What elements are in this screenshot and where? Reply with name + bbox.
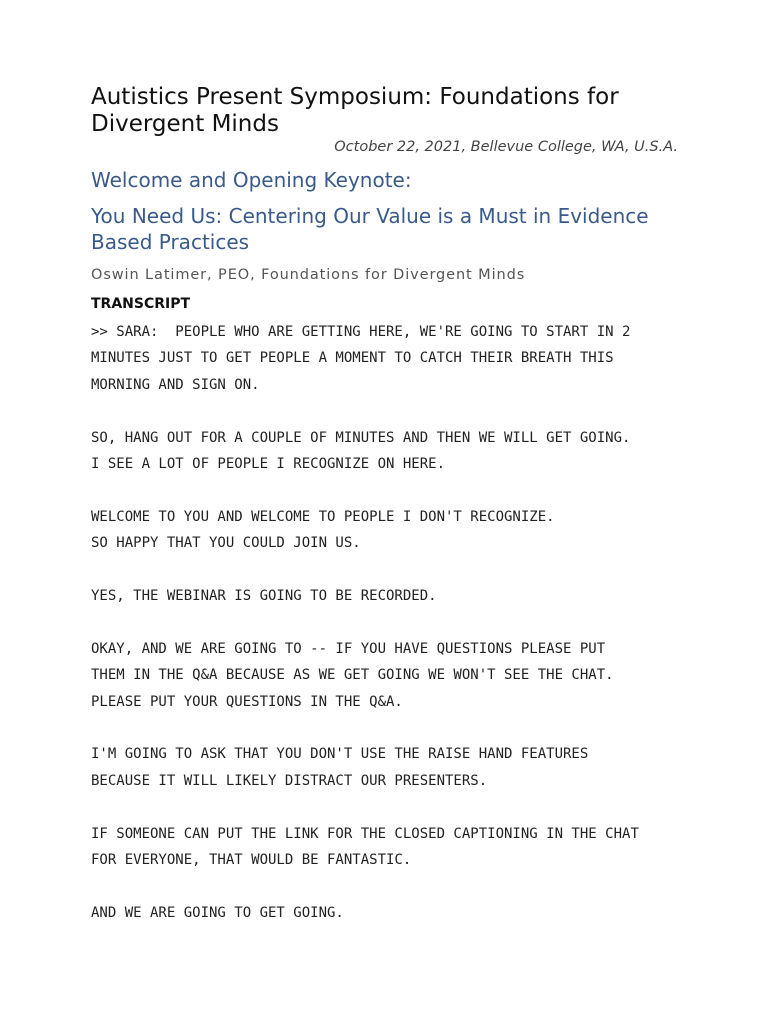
transcript-paragraph [91,741,711,794]
transcript-line: SO HAPPY THAT YOU COULD JOIN US. [91,535,361,552]
transcript-line: PLEASE PUT YOUR QUESTIONS IN THE Q&A. [91,693,403,710]
transcript-paragraph [91,504,711,557]
transcript-line: AND WE ARE GOING TO GET GOING. [91,904,344,921]
transcript-label: TRANSCRIPT [91,296,191,312]
event-date-location: October 22, 2021, Bellevue College, WA, U.S.A. [334,139,678,155]
transcript-line: BECAUSE IT WILL LIKELY DISTRACT OUR PRESENTERS. [91,772,488,789]
transcript-body [91,319,711,953]
transcript-line: OKAY, AND WE ARE GOING TO -- IF YOU HAVE QUESTIONS PLEASE PUT [91,640,606,657]
transcript-line: YES, THE WEBINAR IS GOING TO BE RECORDED. [91,588,437,605]
transcript-line: SO, HANG OUT FOR A COUPLE OF MINUTES AND THEN WE WILL GET GOING. [91,429,631,446]
transcript-paragraph [91,425,711,478]
transcript-line: I'M GOING TO ASK THAT YOU DON'T USE THE RAISE HAND FEATURES [91,746,589,763]
transcript-line: MINUTES JUST TO GET PEOPLE A MOMENT TO CATCH THEIR BREATH THIS [91,350,614,367]
transcript-line: MORNING AND SIGN ON. [91,376,260,393]
transcript-paragraph [91,583,711,609]
transcript-line: I SEE A LOT OF PEOPLE I RECOGNIZE ON HERE. [91,456,446,473]
transcript-paragraph [91,900,711,926]
transcript-line: FOR EVERYONE, THAT WOULD BE FANTASTIC. [91,852,412,869]
transcript-paragraph [91,636,711,715]
speaker-byline: Oswin Latimer, PEO, Foundations for Divergent Minds [91,267,526,283]
transcript-line: IF SOMEONE CAN PUT THE LINK FOR THE CLOSED CAPTIONING IN THE CHAT [91,825,639,842]
transcript-paragraph [91,821,711,874]
document-title: Autistics Present Symposium: Foundations for Divergent Minds [91,84,619,137]
talk-title: You Need Us: Centering Our Value is a Must in Evidence Based Practices [91,204,649,254]
transcript-line: WELCOME TO YOU AND WELCOME TO PEOPLE I DON'T RECOGNIZE. [91,508,555,525]
transcript-paragraph [91,319,711,398]
transcript-line: THEM IN THE Q&A BECAUSE AS WE GET GOING WE WON'T SEE THE CHAT. [91,667,614,684]
section-heading-welcome: Welcome and Opening Keynote: [91,168,412,192]
transcript-line: >> SARA: PEOPLE WHO ARE GETTING HERE, WE'RE GOING TO START IN 2 [91,324,631,340]
